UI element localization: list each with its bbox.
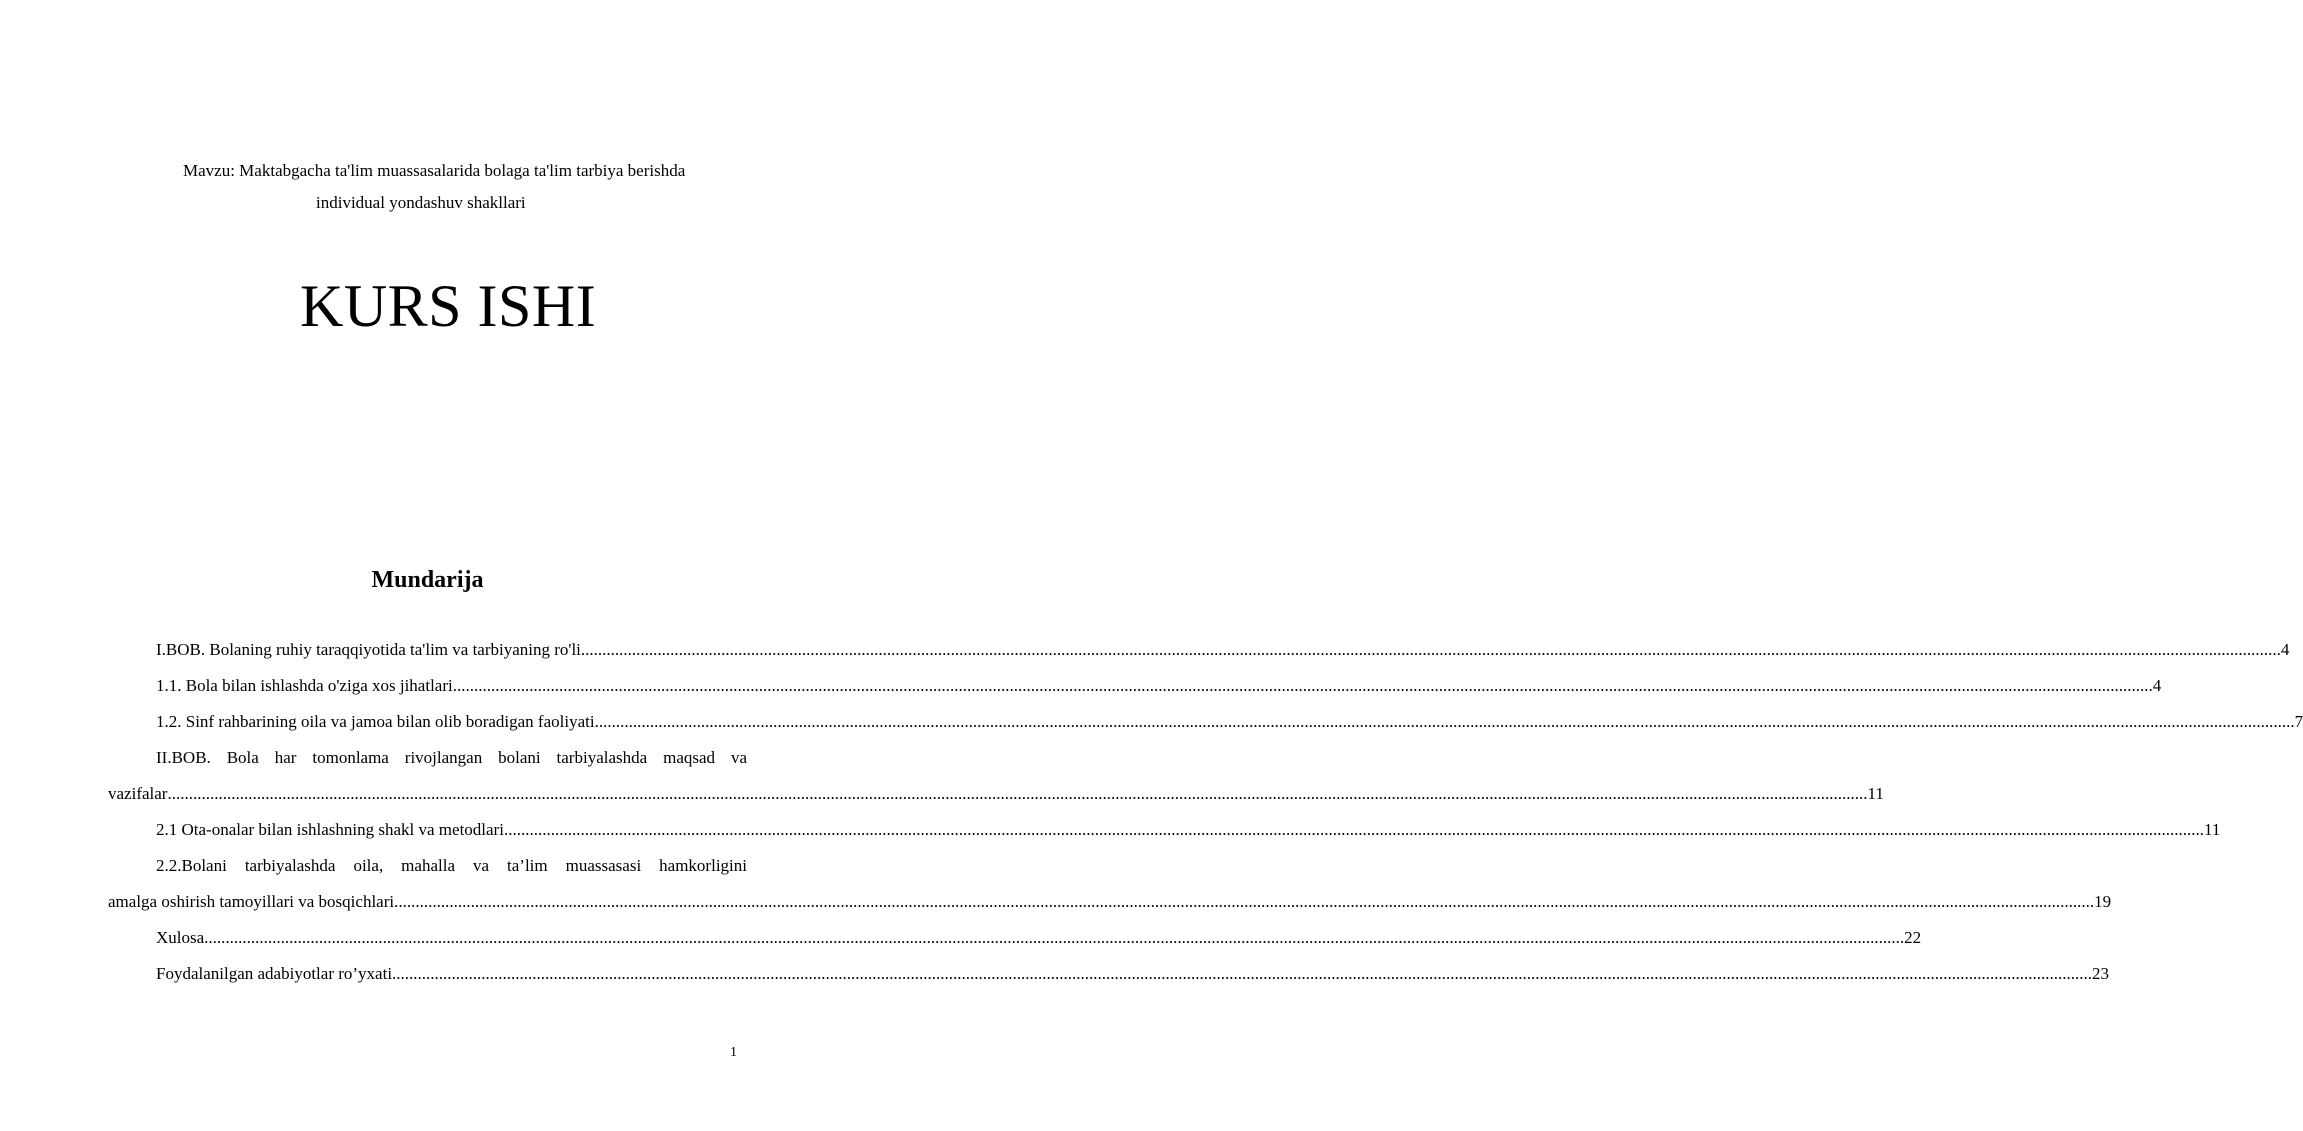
- toc-entry-text: 1.1. Bola bilan ishlashda o'ziga xos jihatlari: [156, 676, 453, 695]
- toc-entry: [108, 820, 2221, 840]
- toc-entry-text: Foydalanilgan adabiyotlar ro’yxati: [156, 964, 393, 983]
- toc-entry-page: 23: [2092, 964, 2110, 983]
- toc-entry-text: 1.2. Sinf rahbarining oila va jamoa bilan olib boradigan faoliyati: [156, 712, 595, 731]
- toc-entry-page: 4: [2280, 640, 2290, 659]
- toc-entry: [108, 640, 2290, 660]
- toc-leader-dots: ................................................................................................................................................................................................................................................................................................................................................................................................................: [392, 964, 2093, 983]
- toc-leader-dots: ................................................................................................................................................................................................................................................................................................................................................................................................................: [452, 676, 2153, 695]
- toc-entry-text-line2: amalga oshirish tamoyillari va bosqichlari: [108, 892, 395, 911]
- toc-entry: [108, 712, 2303, 732]
- toc-leader-dots: ................................................................................................................................................................................................................................................................................................................................................................................................................: [204, 928, 1905, 947]
- toc-leader-dots: ................................................................................................................................................................................................................................................................................................................................................................................................................: [503, 820, 2204, 839]
- toc-entry-page: 19: [2094, 892, 2112, 911]
- table-of-contents: [108, 640, 2303, 1000]
- toc-entry: [108, 856, 2112, 912]
- toc-entry-text: 2.1 Ota-onalar bilan ishlashning shakl va metodlari: [156, 820, 504, 839]
- toc-entry: [108, 964, 2110, 984]
- toc-entry-page: 11: [1867, 784, 1884, 803]
- toc-entry-page: 11: [2203, 820, 2221, 839]
- toc-leader-dots: ................................................................................................................................................................................................................................................................................................................................................................................................................: [580, 640, 2281, 659]
- toc-entry-page: 7: [2294, 712, 2303, 731]
- toc-entry-page: 22: [1904, 928, 1922, 947]
- toc-entry: [108, 676, 2162, 696]
- toc-entry: [108, 748, 1884, 804]
- toc-entry-text-line1: II.BOB. Bola har tomonlama rivojlangan bolani tarbiyalashda maqsad va: [156, 748, 747, 767]
- toc-entry-text-line2: vazifalar: [108, 784, 168, 803]
- toc-entry-text: Xulosa: [156, 928, 205, 947]
- toc-leader-dots: ................................................................................................................................................................................................................................................................................................................................................................................................................: [394, 892, 2095, 911]
- topic-line-1: Mavzu: Maktabgacha ta'lim muassasalarida bolaga ta'lim tarbiya berishda: [183, 161, 686, 180]
- toc-entry-page: 4: [2152, 676, 2162, 695]
- page-number: 1: [730, 1045, 737, 1060]
- toc-entry: [108, 928, 1922, 948]
- topic-line-2: individual yondashuv shakllari: [316, 193, 526, 212]
- toc-entry-text: I.BOB. Bolaning ruhiy taraqqiyotida ta'lim va tarbiyaning ro'li: [156, 640, 581, 659]
- document-title: KURS ISHI: [300, 273, 597, 339]
- toc-heading: Mundarija: [371, 567, 484, 593]
- toc-leader-dots: ................................................................................................................................................................................................................................................................................................................................................................................................................: [167, 784, 1868, 803]
- toc-leader-dots: ................................................................................................................................................................................................................................................................................................................................................................................................................: [594, 712, 2295, 731]
- toc-entry-text-line1: 2.2.Bolani tarbiyalashda oila, mahalla va ta’lim muassasasi hamkorligini: [156, 856, 747, 875]
